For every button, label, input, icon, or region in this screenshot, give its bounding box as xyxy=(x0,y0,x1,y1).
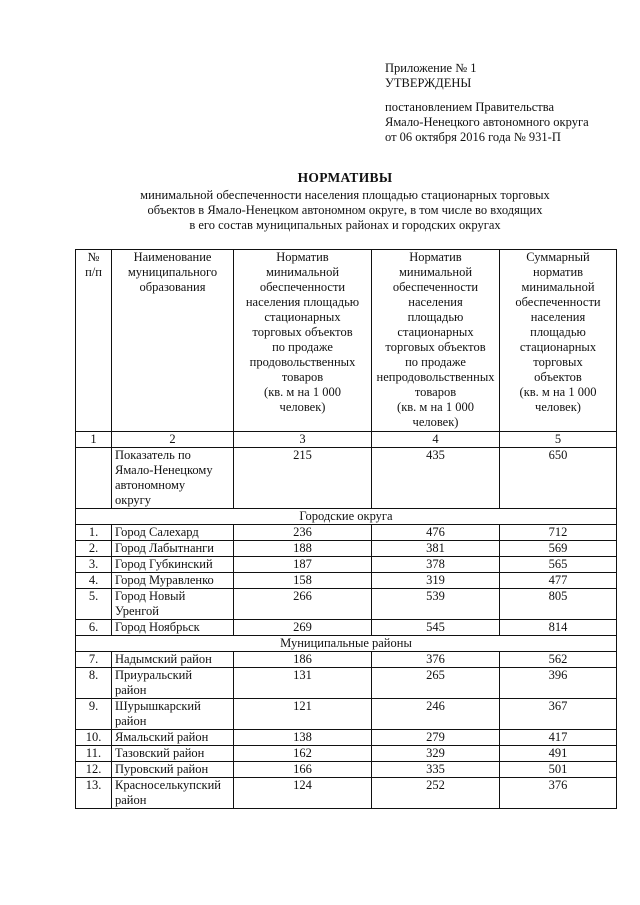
title-subtitle xyxy=(75,188,615,233)
row-sum: 565 xyxy=(500,557,617,573)
table-row xyxy=(76,668,617,699)
row-name-line: Приуральский xyxy=(115,668,193,682)
row-nonfood: 435 xyxy=(372,448,500,509)
table-row xyxy=(76,620,617,636)
header-total-norm-line: минимальной xyxy=(521,280,595,294)
header-nonfood-norm-line: обеспеченности xyxy=(392,280,479,294)
row-number: 8. xyxy=(76,668,112,699)
row-sum: 396 xyxy=(500,668,617,699)
row-name-line: Шурышкарский xyxy=(115,699,201,713)
column-number: 3 xyxy=(234,432,372,448)
appendix-number: Приложение № 1 xyxy=(385,61,477,75)
row-number xyxy=(76,448,112,509)
subtitle-line: минимальной обеспеченности населения площадью стационарных торговых xyxy=(140,188,550,202)
appendix-block xyxy=(385,61,589,145)
row-name-line: Показатель по xyxy=(115,448,191,462)
header-total-norm-line: объектов xyxy=(534,370,582,384)
header-number xyxy=(76,250,112,432)
table-row xyxy=(76,525,617,541)
table-row xyxy=(76,730,617,746)
row-name-line: Город Губкинский xyxy=(115,557,213,571)
row-name xyxy=(112,778,234,809)
section-row xyxy=(76,509,617,525)
table-row-total xyxy=(76,448,617,509)
row-nonfood: 476 xyxy=(372,525,500,541)
header-total-norm-line: норматив xyxy=(532,265,584,279)
row-nonfood: 539 xyxy=(372,589,500,620)
row-name-line: автономному xyxy=(115,478,186,492)
row-number: 2. xyxy=(76,541,112,557)
row-sum: 805 xyxy=(500,589,617,620)
row-food: 186 xyxy=(234,652,372,668)
column-number: 4 xyxy=(372,432,500,448)
row-name xyxy=(112,652,234,668)
table-row xyxy=(76,589,617,620)
table-header-row xyxy=(76,250,617,432)
row-sum: 501 xyxy=(500,762,617,778)
header-total-norm-line: человек) xyxy=(535,400,581,414)
header-nonfood-norm xyxy=(372,250,500,432)
row-name xyxy=(112,589,234,620)
header-nonfood-norm-line: товаров xyxy=(414,385,457,399)
row-sum: 376 xyxy=(500,778,617,809)
header-total-norm-line: Суммарный xyxy=(526,250,590,264)
header-food-norm-line: по продаже xyxy=(272,340,333,354)
header-nonfood-norm-line: (кв. м на 1 000 xyxy=(397,400,474,414)
header-total-norm-line: площадью xyxy=(530,325,586,339)
document-title xyxy=(75,170,615,233)
row-number: 9. xyxy=(76,699,112,730)
row-name-line: Пуровский район xyxy=(115,762,209,776)
header-nonfood-norm-line: Норматив xyxy=(409,250,462,264)
row-sum: 569 xyxy=(500,541,617,557)
header-food-norm-line: товаров xyxy=(281,370,324,384)
row-nonfood: 378 xyxy=(372,557,500,573)
header-municipality-line: образования xyxy=(139,280,206,294)
header-food-norm-line: стационарных xyxy=(264,310,341,324)
row-nonfood: 329 xyxy=(372,746,500,762)
row-number: 6. xyxy=(76,620,112,636)
row-name-line: район xyxy=(115,683,147,697)
row-name xyxy=(112,448,234,509)
table-row xyxy=(76,762,617,778)
header-food-norm-line: населения площадью xyxy=(245,295,360,309)
resolution-line: Ямало-Ненецкого автономного округа xyxy=(385,115,589,129)
row-name xyxy=(112,699,234,730)
row-sum: 814 xyxy=(500,620,617,636)
column-number: 2 xyxy=(112,432,234,448)
row-name-line: Уренгой xyxy=(115,604,159,618)
row-sum: 712 xyxy=(500,525,617,541)
row-name xyxy=(112,541,234,557)
row-name-line: Город Ноябрьск xyxy=(115,620,200,634)
row-name-line: Тазовский район xyxy=(115,746,205,760)
header-total-norm-line: (кв. м на 1 000 xyxy=(519,385,597,399)
header-total-norm-line: населения xyxy=(530,310,586,324)
row-food: 162 xyxy=(234,746,372,762)
row-number: 5. xyxy=(76,589,112,620)
row-food: 236 xyxy=(234,525,372,541)
row-food: 121 xyxy=(234,699,372,730)
row-food: 166 xyxy=(234,762,372,778)
subtitle-line: объектов в Ямало-Ненецком автономном округе, в том числе во входящих xyxy=(147,203,543,217)
header-food-norm-line: торговых объектов xyxy=(252,325,353,339)
row-name-line: Город Муравленко xyxy=(115,573,214,587)
resolution-line: от 06 октября 2016 года № 931-П xyxy=(385,130,561,144)
section-title: Городские округа xyxy=(76,509,617,525)
header-nonfood-norm-line: площадью xyxy=(407,310,464,324)
row-food: 158 xyxy=(234,573,372,589)
row-number: 4. xyxy=(76,573,112,589)
header-municipality-line: Наименование xyxy=(133,250,212,264)
row-food: 187 xyxy=(234,557,372,573)
row-sum: 562 xyxy=(500,652,617,668)
table-row xyxy=(76,557,617,573)
row-name-line: Красноселькупский xyxy=(115,778,221,792)
subtitle-line: в его состав муниципальных районах и городских округах xyxy=(189,218,501,232)
header-nonfood-norm-line: населения xyxy=(408,295,463,309)
header-municipality xyxy=(112,250,234,432)
table-row xyxy=(76,573,617,589)
table-row xyxy=(76,778,617,809)
column-number: 5 xyxy=(500,432,617,448)
section-title: Муниципальные районы xyxy=(76,636,617,652)
row-sum: 367 xyxy=(500,699,617,730)
row-name xyxy=(112,525,234,541)
header-food-norm xyxy=(234,250,372,432)
header-total-norm-line: торговых xyxy=(533,355,583,369)
row-name xyxy=(112,746,234,762)
norms-table xyxy=(75,249,617,809)
row-nonfood: 381 xyxy=(372,541,500,557)
row-nonfood: 335 xyxy=(372,762,500,778)
row-sum: 650 xyxy=(500,448,617,509)
table-row xyxy=(76,652,617,668)
row-name-line: Город Новый xyxy=(115,589,186,603)
row-number: 12. xyxy=(76,762,112,778)
row-number: 13. xyxy=(76,778,112,809)
row-name-line: Город Салехард xyxy=(115,525,199,539)
table-row xyxy=(76,699,617,730)
header-total-norm xyxy=(500,250,617,432)
row-number: 7. xyxy=(76,652,112,668)
header-number-line: п/п xyxy=(85,265,102,279)
row-number: 10. xyxy=(76,730,112,746)
header-nonfood-norm-line: минимальной xyxy=(398,265,473,279)
row-name xyxy=(112,620,234,636)
row-sum: 417 xyxy=(500,730,617,746)
row-food: 138 xyxy=(234,730,372,746)
header-nonfood-norm-line: по продаже xyxy=(405,355,466,369)
resolution-line: постановлением Правительства xyxy=(385,100,555,114)
column-number: 1 xyxy=(76,432,112,448)
row-food: 188 xyxy=(234,541,372,557)
header-number-line: № xyxy=(87,250,100,264)
row-nonfood: 265 xyxy=(372,668,500,699)
header-food-norm-line: (кв. м на 1 000 xyxy=(264,385,341,399)
row-food: 124 xyxy=(234,778,372,809)
header-nonfood-norm-line: человек) xyxy=(412,415,459,429)
row-name xyxy=(112,557,234,573)
row-name xyxy=(112,730,234,746)
row-nonfood: 545 xyxy=(372,620,500,636)
row-nonfood: 279 xyxy=(372,730,500,746)
title-heading: НОРМАТИВЫ xyxy=(297,170,393,185)
header-municipality-line: муниципального xyxy=(127,265,218,279)
header-food-norm-line: обеспеченности xyxy=(259,280,346,294)
row-food: 269 xyxy=(234,620,372,636)
header-nonfood-norm-line: стационарных xyxy=(397,325,474,339)
table-row xyxy=(76,541,617,557)
header-total-norm-line: стационарных xyxy=(519,340,597,354)
row-name-line: Ямало-Ненецкому xyxy=(115,463,213,477)
row-food: 266 xyxy=(234,589,372,620)
header-food-norm-line: человек) xyxy=(279,400,326,414)
row-nonfood: 376 xyxy=(372,652,500,668)
row-nonfood: 319 xyxy=(372,573,500,589)
row-name xyxy=(112,762,234,778)
row-name xyxy=(112,668,234,699)
row-name-line: округу xyxy=(115,493,152,507)
header-nonfood-norm-line: торговых объектов xyxy=(385,340,486,354)
row-number: 3. xyxy=(76,557,112,573)
row-number: 11. xyxy=(76,746,112,762)
row-name-line: Город Лабытнанги xyxy=(115,541,214,555)
header-food-norm-line: продовольственных xyxy=(249,355,356,369)
row-food: 131 xyxy=(234,668,372,699)
column-number-row xyxy=(76,432,617,448)
approved-label: УТВЕРЖДЕНЫ xyxy=(385,76,472,90)
row-food: 215 xyxy=(234,448,372,509)
row-number: 1. xyxy=(76,525,112,541)
header-nonfood-norm-line: непродовольственных xyxy=(376,370,495,384)
row-sum: 477 xyxy=(500,573,617,589)
header-total-norm-line: обеспеченности xyxy=(515,295,601,309)
row-name xyxy=(112,573,234,589)
section-row xyxy=(76,636,617,652)
table-row xyxy=(76,746,617,762)
header-food-norm-line: минимальной xyxy=(265,265,340,279)
row-name-line: район xyxy=(115,714,147,728)
row-nonfood: 252 xyxy=(372,778,500,809)
row-nonfood: 246 xyxy=(372,699,500,730)
row-name-line: Ямальский район xyxy=(115,730,209,744)
header-food-norm-line: Норматив xyxy=(276,250,329,264)
row-sum: 491 xyxy=(500,746,617,762)
row-name-line: район xyxy=(115,793,147,807)
row-name-line: Надымский район xyxy=(115,652,212,666)
